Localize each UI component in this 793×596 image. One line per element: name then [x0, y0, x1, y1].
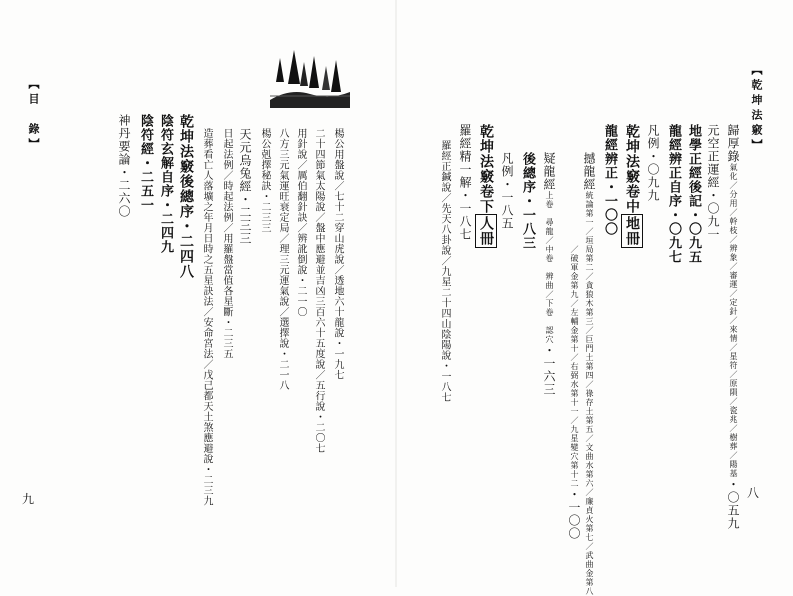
- toc-entry-title: 撼龍經: [582, 152, 596, 191]
- folio-left: 九: [22, 492, 35, 506]
- toc-entry-note: 上卷 尋龍／中卷 辨曲／下卷 認穴: [545, 191, 554, 344]
- toc-entry: 日起法例／時起法例／用羅盤當值各星斷・二三五: [221, 128, 232, 359]
- toc-section-label: 乾坤法竅卷下: [478, 124, 494, 214]
- toc-entry-note: ／破軍金第九／左輔金第十／右弼水第十一／九星變穴第十二: [570, 245, 579, 488]
- toc-entry: 凡例・〇九九: [646, 124, 660, 202]
- running-head-left: 【目 錄】: [27, 78, 40, 153]
- toc-entry-page: ・一六三: [542, 344, 556, 396]
- toc-entry: 神丹要論・二六〇: [117, 114, 131, 218]
- toc-entry: [727, 124, 739, 530]
- toc-entry: 地學正經後記・〇九五: [686, 124, 701, 264]
- toc-entry: 用針說／厲伯翻針訣／辨訛倒說・二一〇: [295, 128, 306, 317]
- toc-entry: [543, 152, 555, 396]
- toc-section-title: [625, 124, 639, 248]
- toc-entry: 天元烏兔經・二三三: [238, 128, 252, 245]
- toc-entry-page: ・〇五九: [726, 478, 740, 530]
- toc-entry: 龍經辨正・一〇〇: [602, 124, 617, 236]
- toc-entry: 後總序・一八三: [520, 152, 535, 250]
- folio-right: 八: [747, 486, 760, 500]
- toc-entry: 羅經精一解・一八七: [458, 124, 472, 241]
- left-page: [0, 0, 396, 587]
- toc-section-title: [479, 124, 493, 248]
- toc-section-title: 乾坤法竅後總序・二四八: [178, 114, 194, 279]
- toc-section-label: 乾坤法竅卷中: [624, 124, 640, 214]
- toc-entry-note: 氣化／分用／幹枝／辨象／審運／定針／來情／星符／原隕／瓷兆／樹葬／陽基: [729, 163, 738, 478]
- toc-entry: 楊公用盤說／七十二穿山虎說／透地六十龍說・一九七: [332, 128, 343, 380]
- toc-entry-title: 疑龍經: [542, 152, 556, 191]
- toc-entry: [583, 152, 595, 596]
- toc-entry: 龍經辨正自序・〇九七: [666, 124, 681, 264]
- toc-entry: 八方三元氣運旺衰定局／理三元運氣說／選擇說・二一八: [277, 128, 288, 391]
- toc-entry: 羅經正鍼說／先天八卦說／九星二十四山陰陽說・一八七: [439, 140, 450, 403]
- toc-entry: 二十四節氣太陽說／盤中應避並吉凶三百六十五度說／五行說・二〇七: [313, 128, 324, 454]
- right-page: [397, 0, 793, 596]
- toc-entry: 陰符經・二五一: [138, 114, 153, 212]
- toc-entry-page: ・一〇〇: [567, 488, 581, 540]
- toc-entry: 元空正運經・〇九一: [706, 124, 720, 241]
- toc-entry: 陰符玄解自序・二四九: [158, 114, 173, 254]
- toc-entry-note: 統論第一／垣局第二／貪狼木第三／巨門土第四／祿存土第五／文曲水第六／廉貞火第七／武曲金第八: [585, 191, 594, 596]
- running-head-right: 【乾坤法竅】: [750, 64, 763, 154]
- toc-entry-title: 歸厚錄: [726, 124, 740, 163]
- volume-box: 地冊: [621, 214, 643, 248]
- toc-entry-continued: [568, 245, 580, 540]
- toc-entry: 造葬看亡人落壙之年月日時之五星訣法／安命宮法／戊己都天土煞應避說・二三九: [201, 128, 212, 506]
- landscape-illustration: [270, 48, 350, 108]
- toc-entry: 楊公剋擇秘訣・二三三: [259, 128, 270, 233]
- toc-entry: 凡例・一八五: [500, 152, 514, 230]
- volume-box: 人冊: [475, 214, 497, 248]
